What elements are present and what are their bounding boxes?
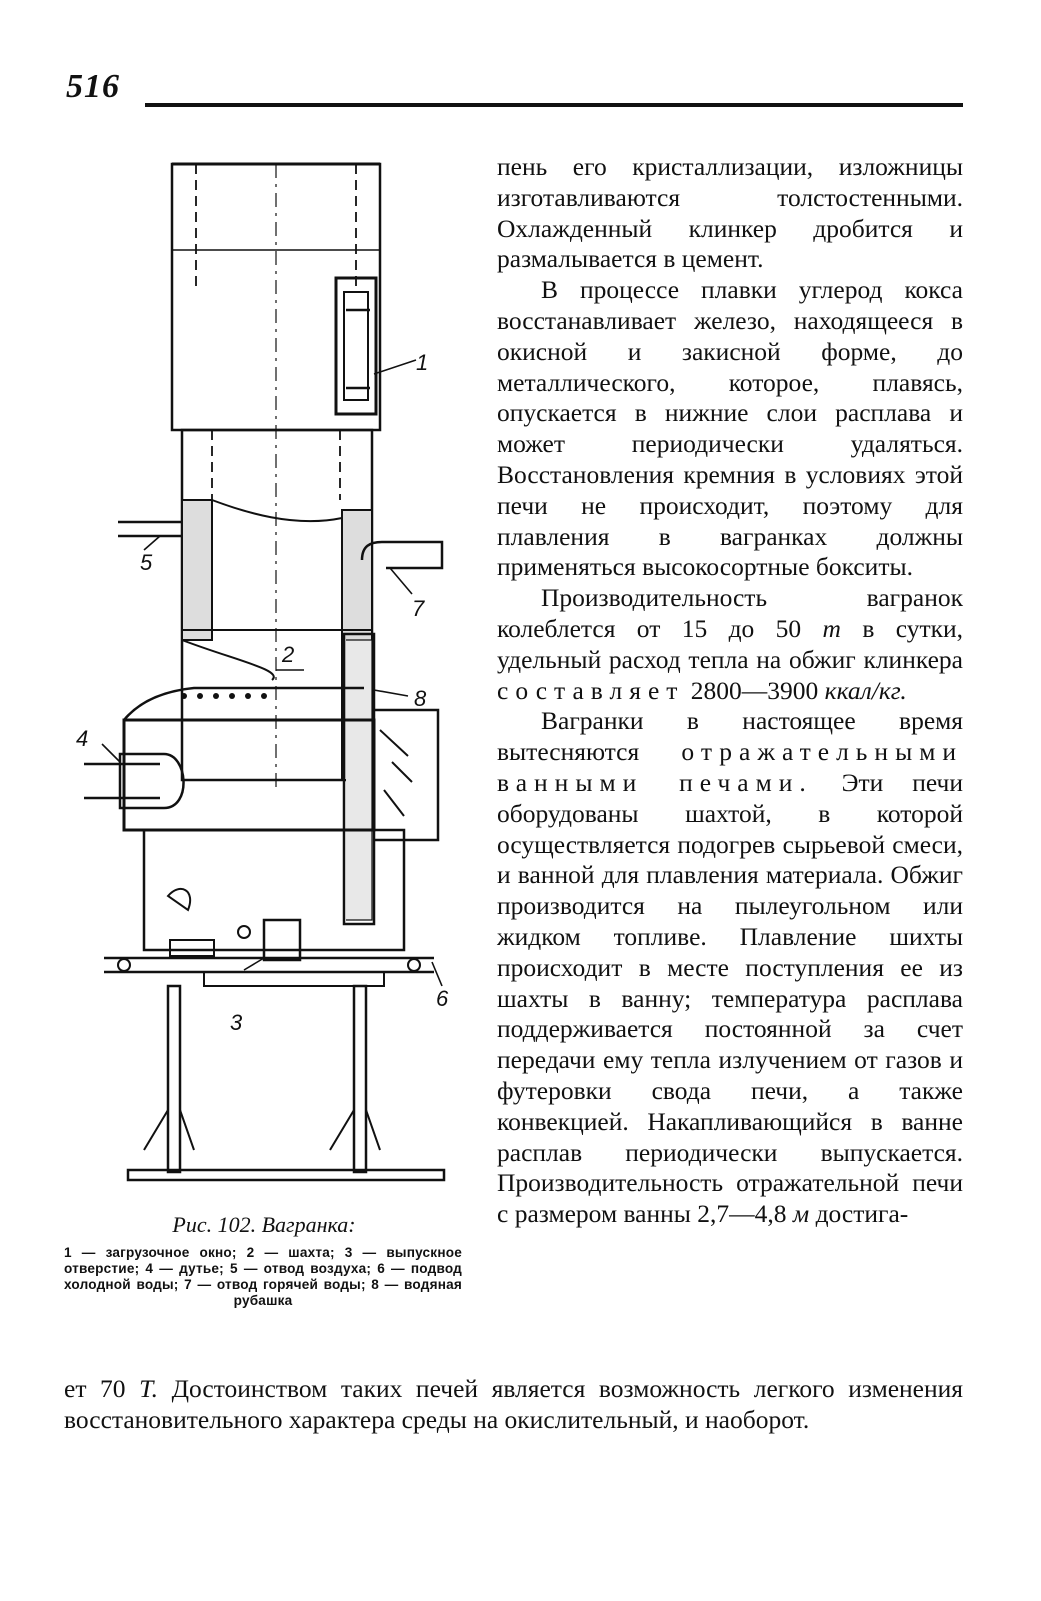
callout-6: 6 (436, 986, 449, 1011)
unit-t: т (822, 613, 841, 643)
callout-2: 2 (282, 642, 295, 667)
paragraph-4-start: Вагранки в настоящее время вытесняются (497, 706, 963, 767)
figure-caption-title: Рис. 102. Вагранка: (172, 1212, 356, 1237)
page-number: 516 (66, 68, 120, 105)
spaced-word: составляет (497, 675, 685, 705)
heat-unit: ккал/кг. (824, 675, 907, 705)
callout-7: 7 (412, 596, 425, 621)
charging-window (336, 278, 376, 414)
unit-T: Т. (139, 1374, 159, 1403)
right-text-column (497, 152, 963, 1230)
spaced-term: отражательными ванными печами. (497, 737, 963, 797)
paragraph-3-mid: в сутки, удельный расход тепла на обжиг клинкера (497, 613, 964, 674)
header-rule (145, 103, 963, 107)
paragraph-3 (497, 583, 963, 706)
paragraph-4-end: достига- (815, 1199, 909, 1229)
callout-1: 1 (416, 350, 429, 375)
full-width-text (64, 1374, 963, 1436)
paragraph-4 (497, 706, 963, 1230)
cupola-furnace-figure (64, 150, 464, 1200)
callout-4: 4 (76, 726, 89, 751)
paragraph-3-start: Производительность вагранок колеблется от 15 до 50 (497, 583, 963, 643)
callout-8: 8 (414, 686, 427, 711)
paragraph-1: пень его кристаллизации, изложницы изготавливаются толстостенными. Охлажденный клинкер дробится и размалывается в цемент. (497, 152, 963, 274)
paragraph-5-rest: Достоинством таких печей является возможность легкого изменения восстановительного характера среды на окислительный, и наоборот. (64, 1374, 964, 1434)
paragraph-4-rest: Эти печи оборудованы шахтой, в которой осуществляется подогрев сырьевой смеси, и ванной для плавления материала. Обжиг производится на пылеугольном или жидком топливе. Плавление шихты происходит в месте поступления ее из шахты в ванну; температура расплава поддерживается постоянной за счет передачи ему тепла излучением от газов и футеровки свода печи, а также конвекцией. Накапливающийся в ванне расплав периодически выпускается. Производительность отражательной печи с размером ванны 2,7—4,8 (497, 767, 963, 1229)
unit-m: м (792, 1199, 810, 1229)
tuyere-belt (124, 720, 374, 830)
figure-caption-legend: 1 — загрузочное окно; 2 — шахта; 3 — выпускное отверстие; 4 — дутье; 5 — отвод воздуха; 6 — подвод холодной воды; 7 — отвод горячей воды; 8 — водяная рубашка (64, 1245, 462, 1308)
heat-value: 2800—3900 (690, 675, 819, 705)
paragraph-2: В процессе плавки углерод кокса восстанавливает железо, находящееся в окисной и закисной форме, до металлического, которое, плавясь, опускается в нижние слои расплава и может периодически удаляться. Восстановления кремния в условиях этой печи не происходит, поэтому для плавления в вагранках должны применяться высокосортные бокситы. (497, 275, 963, 582)
paragraph-5-start: ет 70 (64, 1374, 126, 1403)
callout-5: 5 (140, 550, 153, 575)
callout-3: 3 (230, 1010, 243, 1035)
paragraph-5 (64, 1374, 963, 1436)
